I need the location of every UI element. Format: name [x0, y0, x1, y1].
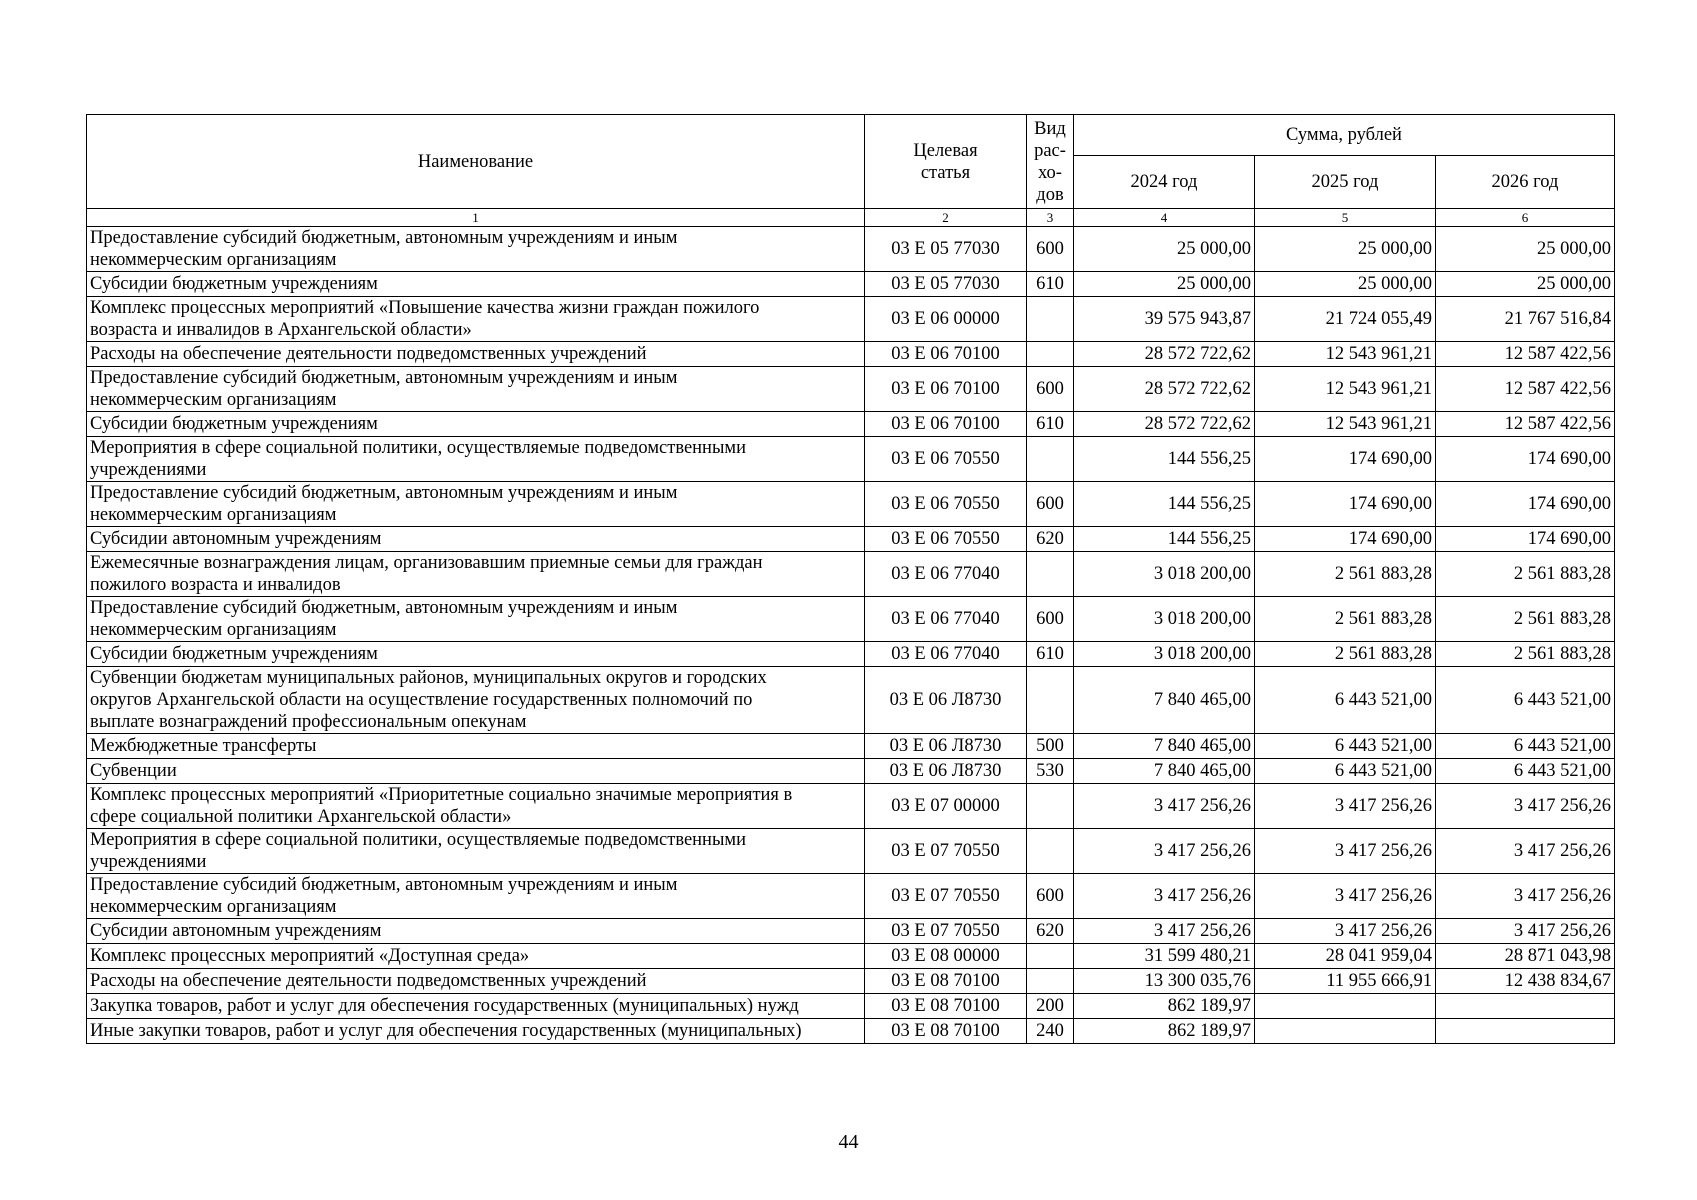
- row-amount-2026: 12 587 422,56: [1436, 342, 1615, 367]
- column-number: 1: [87, 209, 865, 227]
- row-amount-2025: [1255, 994, 1436, 1019]
- table-header: [87, 115, 1615, 227]
- row-amount-2024: 3 417 256,26: [1074, 784, 1255, 829]
- row-amount-2025: 12 543 961,21: [1255, 412, 1436, 437]
- row-amount-2026: [1436, 1019, 1615, 1044]
- row-name-line: некоммерческим организациям: [90, 390, 337, 410]
- table-row: [87, 437, 1615, 482]
- row-name-line: Предоставление субсидий бюджетным, автономным учреждениям и иным: [90, 875, 678, 895]
- row-name-line: возраста и инвалидов в Архангельской области»: [90, 320, 472, 340]
- row-name-line: Расходы на обеспечение деятельности подведомственных учреждений: [90, 971, 647, 991]
- row-name: [87, 552, 865, 597]
- row-amount-2024: 3 018 200,00: [1074, 552, 1255, 597]
- table-row: [87, 527, 1615, 552]
- row-target-article: 03 Е 07 70550: [865, 874, 1027, 919]
- row-name-line: Субсидии автономным учреждениям: [90, 921, 382, 941]
- row-name: [87, 667, 865, 734]
- row-expense-type: 240: [1027, 1019, 1074, 1044]
- row-target-article: 03 Е 07 70550: [865, 919, 1027, 944]
- row-target-article: 03 Е 08 70100: [865, 1019, 1027, 1044]
- row-amount-2026: 12 587 422,56: [1436, 412, 1615, 437]
- row-expense-type: 200: [1027, 994, 1074, 1019]
- row-amount-2024: 3 417 256,26: [1074, 874, 1255, 919]
- column-number: 3: [1027, 209, 1074, 227]
- table-row: [87, 784, 1615, 829]
- row-amount-2024: 28 572 722,62: [1074, 367, 1255, 412]
- row-amount-2024: 25 000,00: [1074, 227, 1255, 272]
- row-amount-2026: 174 690,00: [1436, 527, 1615, 552]
- row-amount-2025: 12 543 961,21: [1255, 342, 1436, 367]
- row-amount-2024: 7 840 465,00: [1074, 667, 1255, 734]
- row-name: [87, 527, 865, 552]
- row-amount-2026: 12 587 422,56: [1436, 367, 1615, 412]
- row-amount-2025: 2 561 883,28: [1255, 597, 1436, 642]
- row-target-article: 03 Е 06 70550: [865, 482, 1027, 527]
- row-amount-2025: 174 690,00: [1255, 527, 1436, 552]
- row-expense-type: 600: [1027, 597, 1074, 642]
- row-name-line: округов Архангельской области на осуществление государственных полномочий по: [90, 690, 753, 710]
- row-target-article: 03 Е 05 77030: [865, 227, 1027, 272]
- row-expense-type: [1027, 784, 1074, 829]
- row-amount-2025: 3 417 256,26: [1255, 784, 1436, 829]
- row-name-line: сфере социальной политики Архангельской области»: [90, 807, 512, 827]
- row-expense-type: [1027, 342, 1074, 367]
- row-name-line: учреждениями: [90, 852, 207, 872]
- row-target-article: 03 Е 06 70100: [865, 412, 1027, 437]
- row-amount-2024: 3 417 256,26: [1074, 919, 1255, 944]
- row-expense-type: [1027, 552, 1074, 597]
- column-number: 6: [1436, 209, 1615, 227]
- row-expense-type: 620: [1027, 919, 1074, 944]
- column-number: 4: [1074, 209, 1255, 227]
- row-amount-2025: 28 041 959,04: [1255, 944, 1436, 969]
- row-name-line: Предоставление субсидий бюджетным, автономным учреждениям и иным: [90, 598, 678, 618]
- column-number: 2: [865, 209, 1027, 227]
- row-name: [87, 1019, 865, 1044]
- row-expense-type: 500: [1027, 734, 1074, 759]
- row-name: [87, 597, 865, 642]
- row-amount-2025: [1255, 1019, 1436, 1044]
- row-name: [87, 342, 865, 367]
- row-name: [87, 874, 865, 919]
- row-name-line: Субвенции бюджетам муниципальных районов, муниципальных округов и городских: [90, 668, 767, 688]
- row-name-line: некоммерческим организациям: [90, 505, 337, 525]
- table-row: [87, 642, 1615, 667]
- row-name-line: Субсидии бюджетным учреждениям: [90, 274, 378, 294]
- row-target-article: 03 Е 06 Л8730: [865, 667, 1027, 734]
- row-amount-2025: 6 443 521,00: [1255, 734, 1436, 759]
- row-amount-2025: 174 690,00: [1255, 437, 1436, 482]
- row-amount-2025: 6 443 521,00: [1255, 759, 1436, 784]
- row-name-line: Мероприятия в сфере социальной политики, осуществляемые подведомственными: [90, 438, 746, 458]
- row-name-line: Расходы на обеспечение деятельности подведомственных учреждений: [90, 344, 647, 364]
- table-row: [87, 734, 1615, 759]
- row-amount-2024: 7 840 465,00: [1074, 734, 1255, 759]
- row-name-line: выплате вознаграждений профессиональным опекунам: [90, 712, 527, 732]
- header-name: Наименование: [87, 115, 865, 209]
- row-target-article: 03 Е 06 00000: [865, 297, 1027, 342]
- table-row: [87, 342, 1615, 367]
- row-amount-2024: 39 575 943,87: [1074, 297, 1255, 342]
- row-name-line: Субсидии бюджетным учреждениям: [90, 644, 378, 664]
- row-name: [87, 272, 865, 297]
- row-name-line: Субсидии автономным учреждениям: [90, 529, 382, 549]
- table-row: [87, 829, 1615, 874]
- row-expense-type: 600: [1027, 227, 1074, 272]
- row-name-line: Комплекс процессных мероприятий «Доступная среда»: [90, 946, 530, 966]
- header-year-2024: 2024 год: [1074, 156, 1255, 209]
- row-amount-2025: 21 724 055,49: [1255, 297, 1436, 342]
- budget-sheet: [86, 114, 1615, 1044]
- table-row: [87, 667, 1615, 734]
- row-name-line: Межбюджетные трансферты: [90, 736, 317, 756]
- row-target-article: 03 Е 06 77040: [865, 642, 1027, 667]
- row-name-line: Субсидии бюджетным учреждениям: [90, 414, 378, 434]
- row-amount-2026: 6 443 521,00: [1436, 759, 1615, 784]
- row-name: [87, 944, 865, 969]
- header-year-2026: 2026 год: [1436, 156, 1615, 209]
- row-expense-type: 610: [1027, 412, 1074, 437]
- row-amount-2025: 6 443 521,00: [1255, 667, 1436, 734]
- row-amount-2025: 174 690,00: [1255, 482, 1436, 527]
- row-expense-type: [1027, 944, 1074, 969]
- row-amount-2025: 25 000,00: [1255, 272, 1436, 297]
- row-expense-type: 600: [1027, 367, 1074, 412]
- table-row: [87, 759, 1615, 784]
- row-expense-type: 610: [1027, 642, 1074, 667]
- row-name: [87, 437, 865, 482]
- row-name-line: Субвенции: [90, 761, 177, 781]
- row-amount-2025: 12 543 961,21: [1255, 367, 1436, 412]
- row-name-line: некоммерческим организациям: [90, 620, 337, 640]
- row-expense-type: [1027, 829, 1074, 874]
- table-row: [87, 552, 1615, 597]
- header-year-2025: 2025 год: [1255, 156, 1436, 209]
- row-name-line: учреждениями: [90, 460, 207, 480]
- budget-table: [86, 114, 1615, 1044]
- row-name: [87, 367, 865, 412]
- row-amount-2024: 28 572 722,62: [1074, 412, 1255, 437]
- row-target-article: 03 Е 07 00000: [865, 784, 1027, 829]
- row-name: [87, 297, 865, 342]
- row-name: [87, 919, 865, 944]
- row-amount-2024: 144 556,25: [1074, 527, 1255, 552]
- row-amount-2026: 3 417 256,26: [1436, 874, 1615, 919]
- table-row: [87, 994, 1615, 1019]
- row-amount-2026: 2 561 883,28: [1436, 552, 1615, 597]
- column-number: 5: [1255, 209, 1436, 227]
- row-name: [87, 759, 865, 784]
- row-expense-type: 600: [1027, 874, 1074, 919]
- row-name-line: Мероприятия в сфере социальной политики, осуществляемые подведомственными: [90, 830, 746, 850]
- row-amount-2025: 2 561 883,28: [1255, 642, 1436, 667]
- row-expense-type: 600: [1027, 482, 1074, 527]
- row-target-article: 03 Е 06 Л8730: [865, 734, 1027, 759]
- row-name-line: Предоставление субсидий бюджетным, автономным учреждениям и иным: [90, 483, 678, 503]
- header-expense-type: Вид рас- хо- дов: [1027, 115, 1074, 209]
- table-row: [87, 944, 1615, 969]
- column-numbers-row: [87, 209, 1615, 227]
- row-name: [87, 227, 865, 272]
- row-expense-type: [1027, 437, 1074, 482]
- row-amount-2026: 2 561 883,28: [1436, 642, 1615, 667]
- row-amount-2026: 6 443 521,00: [1436, 734, 1615, 759]
- table-row: [87, 597, 1615, 642]
- row-amount-2026: 25 000,00: [1436, 227, 1615, 272]
- row-name: [87, 784, 865, 829]
- table-row: [87, 412, 1615, 437]
- row-expense-type: 620: [1027, 527, 1074, 552]
- row-name: [87, 994, 865, 1019]
- table-row: [87, 969, 1615, 994]
- table-row: [87, 919, 1615, 944]
- row-expense-type: [1027, 297, 1074, 342]
- row-amount-2025: 2 561 883,28: [1255, 552, 1436, 597]
- row-name: [87, 829, 865, 874]
- row-amount-2026: 28 871 043,98: [1436, 944, 1615, 969]
- row-name-line: Предоставление субсидий бюджетным, автономным учреждениям и иным: [90, 368, 678, 388]
- row-amount-2024: 7 840 465,00: [1074, 759, 1255, 784]
- row-amount-2026: 174 690,00: [1436, 482, 1615, 527]
- row-name: [87, 482, 865, 527]
- row-expense-type: [1027, 667, 1074, 734]
- table-row: [87, 482, 1615, 527]
- table-row: [87, 297, 1615, 342]
- row-amount-2024: 31 599 480,21: [1074, 944, 1255, 969]
- row-name-line: Иные закупки товаров, работ и услуг для обеспечения государственных (муниципальных): [90, 1021, 802, 1041]
- table-row: [87, 874, 1615, 919]
- row-target-article: 03 Е 06 70550: [865, 437, 1027, 482]
- row-target-article: 03 Е 08 70100: [865, 969, 1027, 994]
- row-amount-2026: 21 767 516,84: [1436, 297, 1615, 342]
- row-target-article: 03 Е 06 Л8730: [865, 759, 1027, 784]
- row-amount-2024: 144 556,25: [1074, 437, 1255, 482]
- row-amount-2025: 25 000,00: [1255, 227, 1436, 272]
- row-target-article: 03 Е 06 70100: [865, 342, 1027, 367]
- row-name: [87, 969, 865, 994]
- row-name: [87, 642, 865, 667]
- row-target-article: 03 Е 08 00000: [865, 944, 1027, 969]
- row-target-article: 03 Е 06 70100: [865, 367, 1027, 412]
- table-row: [87, 227, 1615, 272]
- row-expense-type: [1027, 969, 1074, 994]
- row-amount-2026: 3 417 256,26: [1436, 829, 1615, 874]
- row-amount-2026: 3 417 256,26: [1436, 784, 1615, 829]
- row-name-line: Комплекс процессных мероприятий «Приоритетные социально значимые мероприятия в: [90, 785, 793, 805]
- row-amount-2024: 28 572 722,62: [1074, 342, 1255, 367]
- table-row: [87, 1019, 1615, 1044]
- row-name-line: Закупка товаров, работ и услуг для обеспечения государственных (муниципальных) нужд: [90, 996, 799, 1016]
- row-amount-2025: 3 417 256,26: [1255, 829, 1436, 874]
- row-amount-2026: 3 417 256,26: [1436, 919, 1615, 944]
- row-amount-2026: 174 690,00: [1436, 437, 1615, 482]
- row-amount-2024: 862 189,97: [1074, 994, 1255, 1019]
- row-target-article: 03 Е 06 70550: [865, 527, 1027, 552]
- row-target-article: 03 Е 05 77030: [865, 272, 1027, 297]
- table-row: [87, 272, 1615, 297]
- row-amount-2024: 3 417 256,26: [1074, 829, 1255, 874]
- row-name-line: Ежемесячные вознаграждения лицам, организовавшим приемные семьи для граждан: [90, 553, 763, 573]
- row-target-article: 03 Е 08 70100: [865, 994, 1027, 1019]
- row-name-line: некоммерческим организациям: [90, 897, 337, 917]
- row-expense-type: 610: [1027, 272, 1074, 297]
- row-target-article: 03 Е 06 77040: [865, 597, 1027, 642]
- row-amount-2025: 11 955 666,91: [1255, 969, 1436, 994]
- row-amount-2025: 3 417 256,26: [1255, 874, 1436, 919]
- row-amount-2026: [1436, 994, 1615, 1019]
- row-amount-2026: 6 443 521,00: [1436, 667, 1615, 734]
- table-body: [87, 227, 1615, 1044]
- row-target-article: 03 Е 06 77040: [865, 552, 1027, 597]
- row-amount-2026: 12 438 834,67: [1436, 969, 1615, 994]
- row-amount-2024: 3 018 200,00: [1074, 597, 1255, 642]
- row-name-line: некоммерческим организациям: [90, 250, 337, 270]
- row-amount-2024: 13 300 035,76: [1074, 969, 1255, 994]
- page-number: 44: [838, 1131, 859, 1153]
- row-amount-2024: 144 556,25: [1074, 482, 1255, 527]
- row-name-line: Предоставление субсидий бюджетным, автономным учреждениям и иным: [90, 228, 678, 248]
- row-name-line: Комплекс процессных мероприятий «Повышение качества жизни граждан пожилого: [90, 298, 760, 318]
- row-expense-type: 530: [1027, 759, 1074, 784]
- row-amount-2024: 862 189,97: [1074, 1019, 1255, 1044]
- row-amount-2025: 3 417 256,26: [1255, 919, 1436, 944]
- row-amount-2026: 2 561 883,28: [1436, 597, 1615, 642]
- row-amount-2024: 25 000,00: [1074, 272, 1255, 297]
- row-name: [87, 734, 865, 759]
- header-sum: Сумма, рублей: [1074, 115, 1615, 156]
- row-name: [87, 412, 865, 437]
- row-amount-2024: 3 018 200,00: [1074, 642, 1255, 667]
- row-target-article: 03 Е 07 70550: [865, 829, 1027, 874]
- row-name-line: пожилого возраста и инвалидов: [90, 575, 341, 595]
- header-target-article: Целевая статья: [865, 115, 1027, 209]
- table-row: [87, 367, 1615, 412]
- row-amount-2026: 25 000,00: [1436, 272, 1615, 297]
